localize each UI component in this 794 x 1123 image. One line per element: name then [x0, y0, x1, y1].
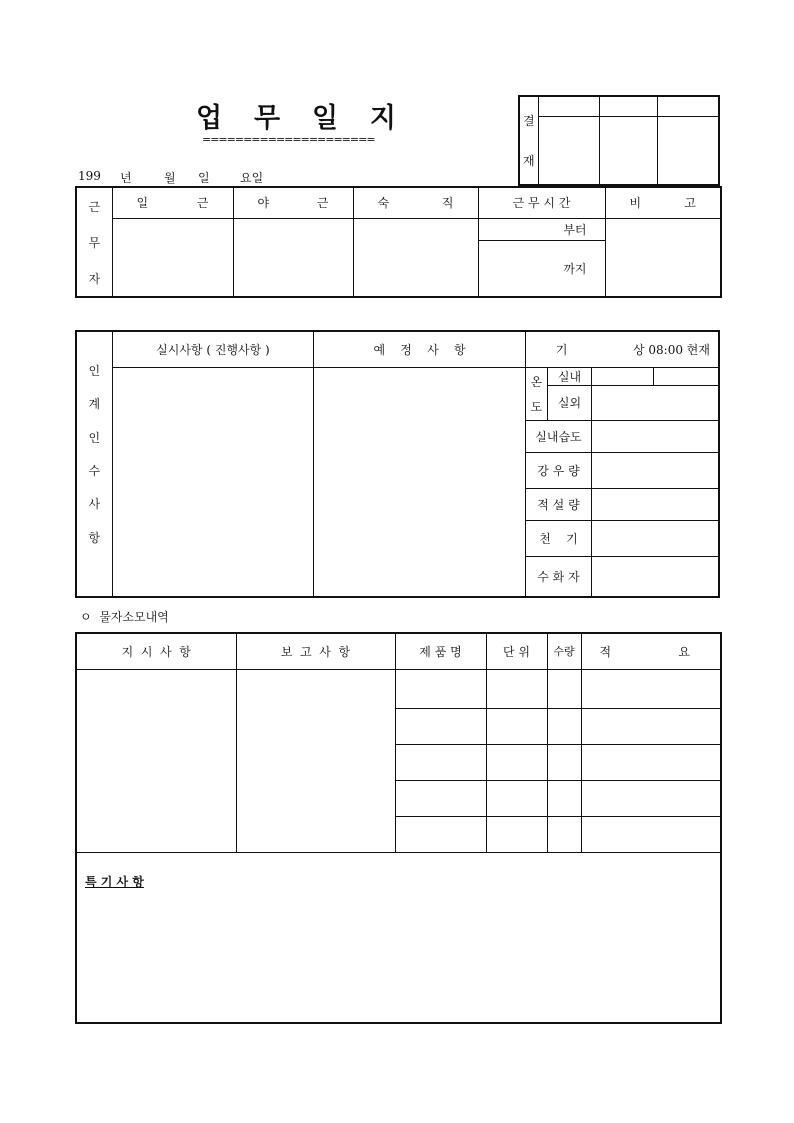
title-char: 업 [196, 103, 223, 134]
unit-cell[interactable] [486, 708, 547, 744]
work-hours-to[interactable]: 까지 [478, 240, 605, 297]
remarks-cell[interactable] [581, 708, 721, 744]
receiver-field[interactable] [592, 556, 719, 597]
receiver-label: 수 화 자 [525, 556, 591, 597]
col-unit: 단 위 [486, 633, 547, 669]
date-month-unit: 월 [164, 171, 176, 185]
work-hours-from[interactable]: 부터 [478, 218, 605, 240]
title-char: 무 [253, 103, 281, 134]
consumables-section-label: ㅇ 물자소모내역 [80, 610, 169, 624]
col-remarks: 비 고 [605, 187, 721, 218]
approval-box [518, 95, 720, 186]
col-reports: 보 고 사 항 [236, 633, 395, 669]
special-notes-label: 특 기 사 항 [85, 874, 144, 889]
snowfall-field[interactable] [592, 488, 719, 520]
remarks-cell[interactable] [581, 780, 721, 816]
consumables-table [75, 632, 722, 1024]
quantity-cell[interactable] [547, 780, 581, 816]
col-remarks: 적 요 [581, 633, 721, 669]
product-name-cell[interactable] [395, 744, 486, 780]
completed-items-field[interactable] [112, 367, 314, 597]
quantity-cell[interactable] [547, 669, 581, 708]
col-instructions: 지 시 사 항 [76, 633, 236, 669]
remarks-cell[interactable] [581, 816, 721, 852]
date-weekday-unit: 요일 [240, 171, 264, 185]
title-char: 지 [369, 103, 396, 134]
approval-sign-cell[interactable] [657, 116, 719, 185]
approval-title-cell [657, 96, 719, 116]
special-notes-field[interactable] [76, 852, 721, 1023]
date-line [78, 169, 278, 185]
weather-field[interactable] [592, 520, 719, 556]
remarks-cell[interactable] [581, 744, 721, 780]
col-day-shift: 일 근 [112, 187, 233, 218]
day-shift-field[interactable] [112, 218, 233, 297]
instructions-field[interactable] [76, 669, 236, 852]
indoor-humidity-label: 실내습도 [525, 420, 591, 452]
date-day-unit: 일 [198, 171, 210, 185]
product-name-cell[interactable] [395, 669, 486, 708]
night-shift-field[interactable] [233, 218, 353, 297]
outdoor-temp-label: 실외 [547, 385, 591, 420]
approval-sign-cell[interactable] [538, 116, 599, 185]
approval-title-cell [538, 96, 599, 116]
quantity-cell[interactable] [547, 744, 581, 780]
rainfall-label: 강 우 량 [525, 452, 591, 488]
title-underline: ===================== [202, 133, 375, 146]
quantity-cell[interactable] [547, 708, 581, 744]
date-year[interactable]: 199 [78, 169, 101, 183]
weather-header: 기 상 08:00 현재 [525, 331, 719, 367]
handover-table [75, 330, 720, 598]
unit-cell[interactable] [486, 744, 547, 780]
outdoor-temp-field[interactable] [592, 385, 719, 420]
unit-cell[interactable] [486, 780, 547, 816]
indoor-temp-field-2[interactable] [654, 367, 719, 385]
temperature-label: 온 도 [525, 367, 547, 420]
col-completed-items: 실시사항 ( 진행사항 ) [112, 331, 314, 367]
product-name-cell[interactable] [395, 780, 486, 816]
product-name-cell[interactable] [395, 816, 486, 852]
rainfall-field[interactable] [592, 452, 719, 488]
approval-sign-cell[interactable] [599, 116, 657, 185]
handover-side-label: 인 계 인 수 사 항 [76, 331, 112, 597]
workers-table [75, 186, 722, 298]
col-planned-items: 예 정 사 항 [314, 331, 526, 367]
workers-side-label: 근 무 자 [76, 187, 112, 297]
indoor-temp-field-1[interactable] [592, 367, 654, 385]
col-quantity: 수량 [547, 633, 581, 669]
unit-cell[interactable] [486, 669, 547, 708]
col-product-name: 제 품 명 [395, 633, 486, 669]
col-night-shift: 야 근 [233, 187, 353, 218]
snowfall-label: 적 설 량 [525, 488, 591, 520]
weather-label: 천 기 [525, 520, 591, 556]
reports-field[interactable] [236, 669, 395, 852]
planned-items-field[interactable] [314, 367, 526, 597]
approval-title-cell [599, 96, 657, 116]
col-work-hours: 근 무 시 간 [478, 187, 605, 218]
remarks-field[interactable] [605, 218, 721, 297]
col-overnight-duty: 숙 직 [353, 187, 478, 218]
page-title [196, 96, 396, 135]
unit-cell[interactable] [486, 816, 547, 852]
overnight-duty-field[interactable] [353, 218, 478, 297]
indoor-humidity-field[interactable] [592, 420, 719, 452]
title-char: 일 [311, 103, 339, 134]
quantity-cell[interactable] [547, 816, 581, 852]
remarks-cell[interactable] [581, 669, 721, 708]
product-name-cell[interactable] [395, 708, 486, 744]
indoor-temp-label: 실내 [547, 367, 591, 385]
approval-label: 결 재 [519, 96, 538, 185]
date-year-unit: 년 [120, 171, 132, 185]
